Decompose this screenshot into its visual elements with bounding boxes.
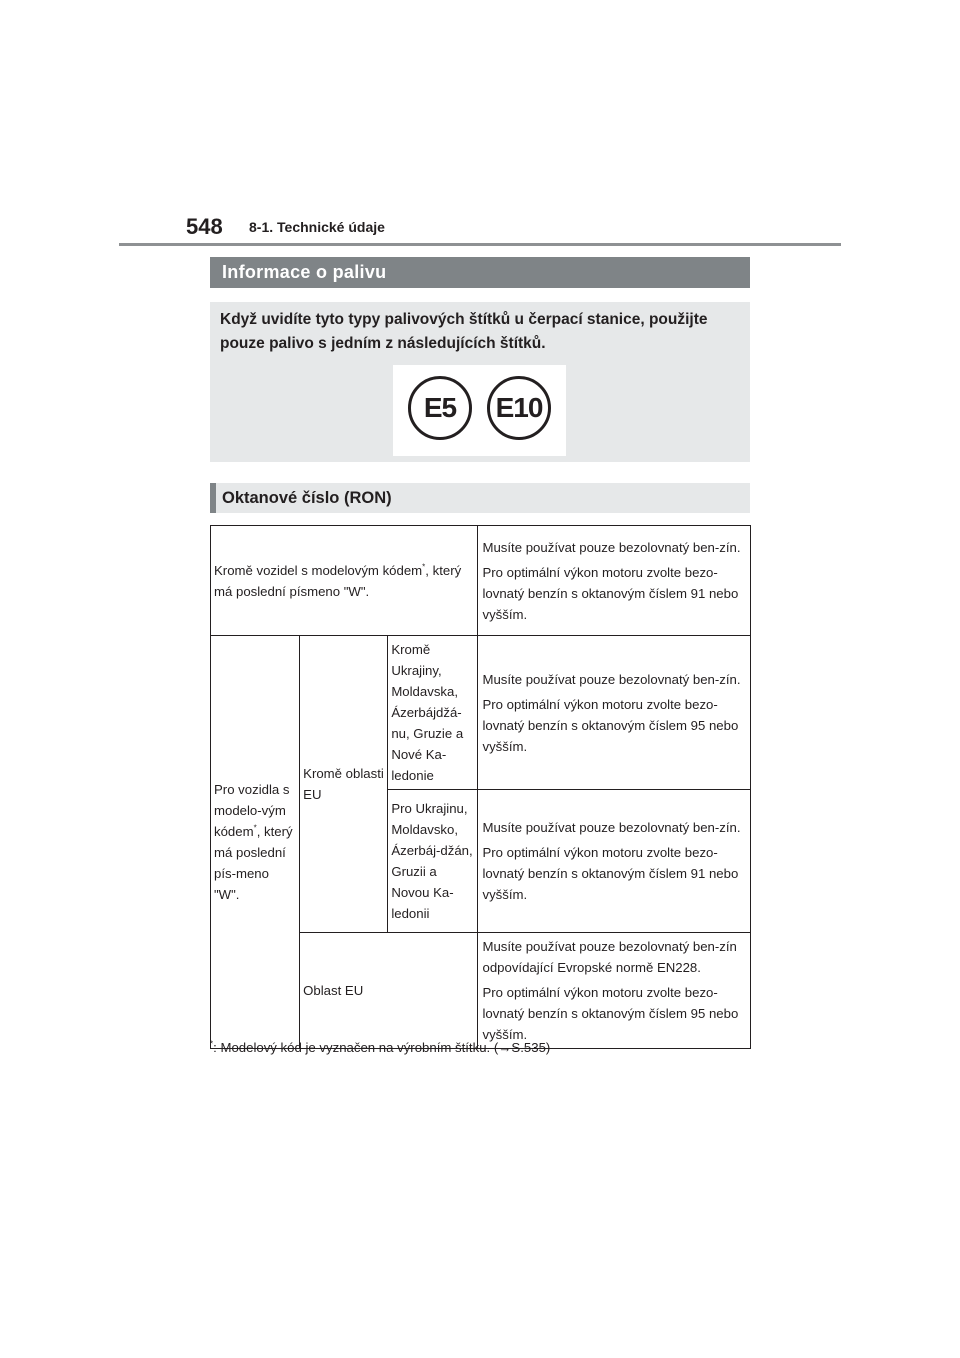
requirement-cell (478, 933, 751, 1049)
condition-text: Kromě vozidel s modelovým kódem (214, 562, 423, 578)
region-group-cell: Kromě oblasti EU (300, 636, 388, 933)
fuel-info-text: Když uvidíte tyto typy palivových štítků u čerpací stanice, použijte pouze palivo s jedním z následujících štítků. (220, 311, 708, 352)
octane-recommendation: Pro optimální výkon motoru zvolte bezo-lovnatý benzín s oktanovým číslem 91 nebo vyšším. (482, 845, 739, 902)
requirement-cell (478, 526, 751, 636)
region-cell: Pro Ukrajinu, Moldavsko, Ázerbáj-džán, Gruzii a Novou Ka-ledonii (388, 790, 478, 933)
condition-cell (211, 526, 478, 636)
requirement-text: Musíte používat pouze bezolovnatý ben-zín. (482, 539, 741, 555)
octane-recommendation: Pro optimální výkon motoru zvolte bezo-lovnatý benzín s oktanovým číslem 95 nebo vyšším. (482, 985, 739, 1042)
requirement-text: Musíte používat pouze bezolovnatý ben-zín. (482, 671, 741, 687)
footnote-marker: * (253, 823, 257, 833)
condition-text: Pro vozidla s modelo-vým kódem (214, 782, 290, 839)
header-rule (119, 243, 841, 246)
requirement-cell (478, 636, 751, 790)
fuel-label-panel (393, 365, 566, 456)
section-title: 8-1. Technické údaje (249, 219, 385, 235)
condition-text-end: , který má poslední písmeno "W". (214, 562, 462, 599)
footnote (210, 1040, 550, 1055)
table-row (211, 526, 751, 636)
footnote-text: : Modelový kód je vyznačen na výrobním štítku. (→S.535) (213, 1040, 551, 1055)
page-number: 548 (186, 214, 223, 239)
requirement-cell (478, 790, 751, 933)
requirement-text: Musíte používat pouze bezolovnatý ben-zín. (482, 820, 741, 835)
footnote-marker: * (422, 562, 426, 572)
octane-table (210, 525, 751, 1049)
footnote-marker: * (210, 1039, 214, 1049)
condition-text-end: , který má poslední pís-meno "W". (214, 824, 293, 902)
fuel-info-heading: Informace o palivu (210, 257, 750, 288)
region-cell: Oblast EU (300, 933, 478, 1049)
octane-recommendation: Pro optimální výkon motoru zvolte bezo-lovnatý benzín s oktanovým číslem 91 nebo vyšším. (482, 564, 739, 622)
octane-recommendation: Pro optimální výkon motoru zvolte bezo-lovnatý benzín s oktanovým číslem 95 nebo vyšším. (482, 696, 739, 754)
condition-cell (211, 636, 300, 1049)
fuel-label-e5: E5 (408, 376, 472, 440)
requirement-text: Musíte používat pouze bezolovnatý ben-zín odpovídající Evropské normě EN228. (482, 939, 737, 975)
fuel-label-e10: E10 (487, 376, 551, 440)
octane-heading: Oktanové číslo (RON) (210, 483, 750, 513)
table-row (211, 636, 751, 790)
region-cell: Kromě Ukrajiny, Moldavska, Ázerbájdžá-nu, Gruzie a Nové Ka-ledonie (388, 636, 478, 790)
